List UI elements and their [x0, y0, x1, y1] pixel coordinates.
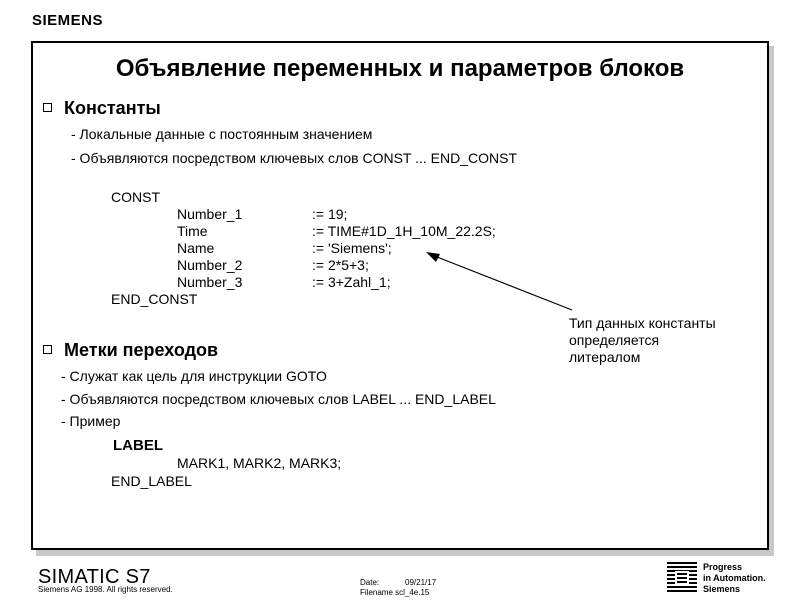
tagline-line: Progress [703, 562, 743, 572]
constants-heading [43, 98, 161, 119]
date-label: Date: [360, 578, 380, 587]
labels-line-1: - Служат как цель для инструкции GOTO [61, 368, 327, 384]
slide-title: Объявление переменных и параметров блоков [115, 55, 685, 82]
constants-heading-label: Константы [64, 98, 161, 118]
const-row-name: Number_1 [177, 206, 243, 222]
const-open-keyword: CONST [111, 189, 160, 205]
bullet-square-icon [43, 345, 52, 354]
labels-heading-label: Метки переходов [64, 340, 219, 360]
date-value: 09/21/17 [405, 578, 437, 587]
const-row-name: Number_3 [177, 274, 243, 290]
filename: Filename scl_4e.15 [360, 588, 430, 597]
constants-line-2: - Объявляются посредством ключевых слов CONST ... END_CONST [71, 150, 517, 166]
label-close-keyword: END_LABEL [111, 473, 192, 489]
labels-heading [43, 340, 218, 361]
tagline-line: in Automation. [703, 573, 766, 583]
const-row-value: := 3+Zahl_1; [312, 274, 391, 290]
const-row-name: Time [177, 223, 208, 239]
const-close-keyword: END_CONST [111, 291, 198, 307]
const-row-name: Name [177, 240, 215, 256]
progress-tagline [703, 562, 766, 595]
label-body: MARK1, MARK2, MARK3; [177, 455, 342, 471]
progress-logo-icon [667, 561, 697, 594]
const-row-value: := 2*5+3; [312, 257, 369, 273]
const-row-value: := 19; [312, 206, 348, 222]
literal-note [569, 315, 716, 366]
const-row-name: Number_2 [177, 257, 243, 273]
slide-frame [31, 41, 769, 550]
siemens-brand: SIEMENS [32, 12, 104, 29]
constants-line-1: - Локальные данные с постоянным значением [71, 126, 373, 142]
bullet-square-icon [43, 103, 52, 112]
note-line: Тип данных константы [569, 315, 716, 331]
simatic-logo: SIMATIC S7 [38, 566, 151, 588]
labels-line-3: - Пример [61, 413, 121, 429]
note-line: определяется [569, 332, 660, 348]
const-row-value: := TIME#1D_1H_10M_22.2S; [312, 223, 496, 239]
note-line: литералом [569, 349, 641, 365]
tagline-line: Siemens [703, 584, 741, 594]
const-row-value: := 'Siemens'; [312, 240, 392, 256]
label-open-keyword: LABEL [113, 437, 163, 454]
labels-line-2: - Объявляются посредством ключевых слов LABEL ... END_LABEL [61, 391, 496, 407]
copyright: Siemens AG 1998. All rights reserved. [38, 585, 173, 594]
